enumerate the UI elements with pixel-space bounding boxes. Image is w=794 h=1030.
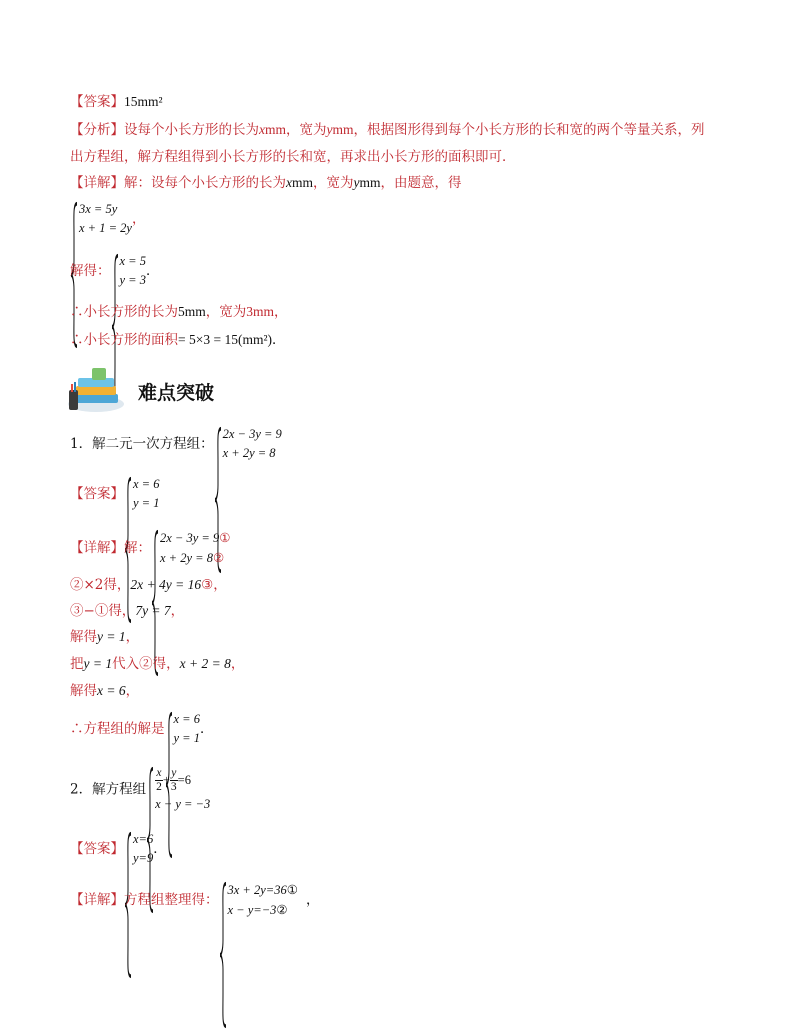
conclusion-2: ∴小长方形的面积= 5×3 = 15(mm²)． bbox=[70, 332, 286, 348]
q2-answer: 【答案】 x=6 y=9 ． bbox=[70, 830, 167, 868]
q1-step-5: 解得x = 6， bbox=[70, 683, 140, 699]
detail-line-1: 【详解】解：设每个小长方形的长为xmm，宽为ymm，由题意，得 bbox=[70, 175, 462, 191]
solution-system-1: 解得： x = 5 y = 3 ． bbox=[70, 252, 159, 290]
q1-step-2: ③−①得，7y = 7， bbox=[70, 603, 185, 619]
q1-step-4: 把y = 1代入②得，x + 2 = 8， bbox=[70, 656, 245, 672]
q1-solution: ∴方程组的解是 x = 6 y = 1 ． bbox=[70, 710, 213, 748]
question-2: 2．解方程组 $\frac{x}{2}$ + $\frac{y}{3}$ =6 x − y = −3 bbox=[70, 765, 210, 814]
analysis-tag: 【分析】 bbox=[70, 122, 124, 138]
answer-line-1 bbox=[70, 92, 163, 112]
answer-tag: 【答案】 bbox=[70, 94, 124, 110]
answer-value: 15mm² bbox=[124, 94, 163, 109]
brace-icon bbox=[219, 880, 227, 1030]
section-title: 难点突破 bbox=[138, 382, 215, 404]
q2-detail: 【详解】方程组整理得： 3x + 2y=36① x − y=−3② ， bbox=[70, 880, 319, 920]
conclusion-1: ∴小长方形的长为5mm，宽为3mm， bbox=[70, 304, 288, 320]
q1-answer: 【答案】 x = 6 y = 1 bbox=[70, 475, 159, 513]
q1-step-1: ②×2得，2x + 4y = 16③， bbox=[70, 577, 227, 593]
detail-tag: 【详解】 bbox=[70, 175, 124, 191]
analysis-line-1: 【分析】设每个小长方形的长为xmm，宽为ymm，根据图形得到每个小长方形的长和宽的两个等量关系，列 bbox=[70, 122, 705, 138]
q1-step-3: 解得y = 1， bbox=[70, 629, 140, 645]
analysis-line-2: 出方程组，解方程组得到小长方形的长和宽，再求出小长方形的面积即可． bbox=[70, 149, 516, 165]
q1-detail: 【详解】解： 2x − 3y = 9① x + 2y = 8② bbox=[70, 528, 230, 568]
equation-system-1: 3x = 5y x + 1 = 2y ， bbox=[70, 200, 145, 238]
question-1: 1．解二元一次方程组： 2x − 3y = 9 x + 2y = 8 bbox=[70, 425, 282, 463]
